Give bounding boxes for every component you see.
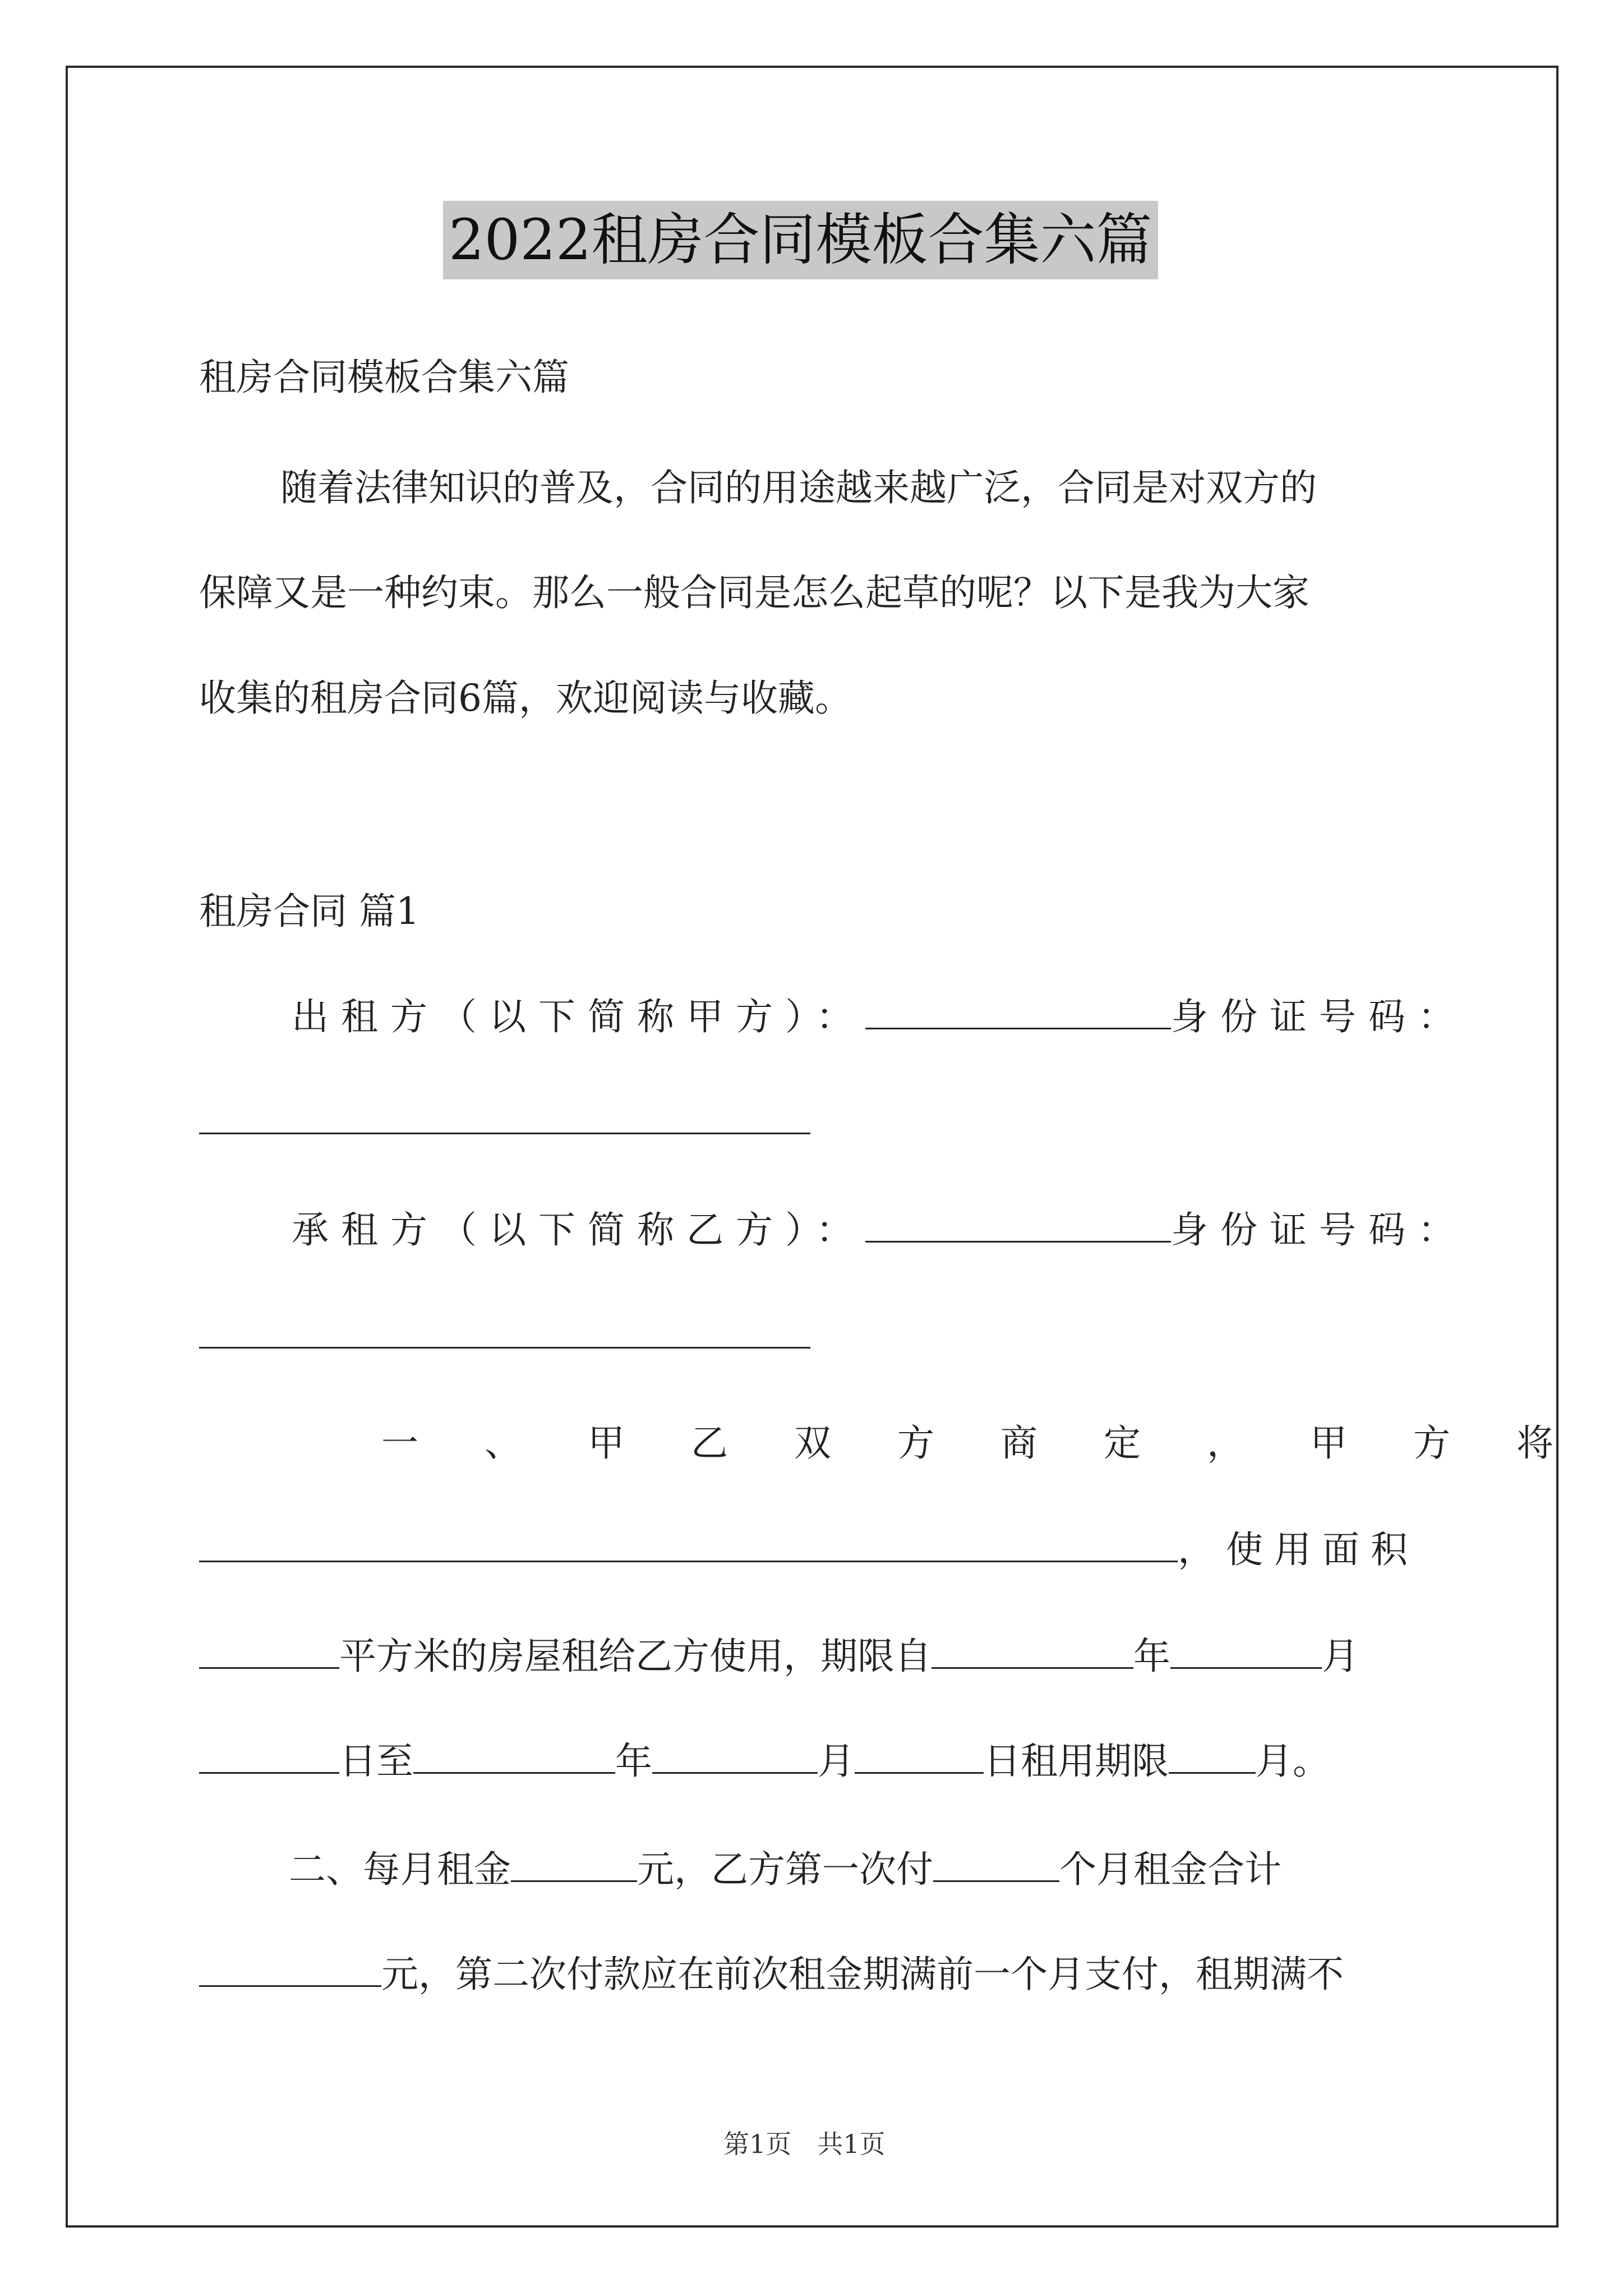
end-day-blank[interactable] <box>855 1737 984 1774</box>
clause1-line2 <box>199 1525 1419 1575</box>
lessee-line <box>292 1205 1467 1255</box>
second-payment-text: 元，第二次付款应在前次租金期满前一个月支付，租期满不 <box>381 1953 1344 1996</box>
lessor-label: 出租方（以下简称甲方）： <box>292 995 865 1038</box>
monthly-rent-blank[interactable] <box>511 1846 637 1882</box>
clause1-line4 <box>199 1736 1330 1787</box>
end-year-label: 年 <box>615 1740 652 1783</box>
lessee-name-blank[interactable] <box>865 1206 1171 1243</box>
usage-area-label: ，使用面积 <box>1178 1528 1419 1571</box>
first-payment-months-blank[interactable] <box>933 1846 1059 1882</box>
rent-total-blank[interactable] <box>199 1950 381 1987</box>
lessor-id-blank[interactable] <box>199 1098 810 1134</box>
lessor-id-line <box>199 1097 810 1147</box>
clause1-line1: 一、甲乙双方商定，甲方将 <box>381 1421 1620 1465</box>
start-month-label: 月 <box>1322 1635 1359 1678</box>
document-title: 2022租房合同模板合集六篇 <box>443 201 1158 279</box>
section-heading: 租房合同 篇1 <box>199 890 419 933</box>
end-year-blank[interactable] <box>413 1737 615 1774</box>
property-address-blank[interactable] <box>199 1526 1178 1562</box>
subtitle: 租房合同模板合集六篇 <box>199 356 569 399</box>
intro-line-3: 收集的租房合同6篇，欢迎阅读与收藏。 <box>199 677 852 720</box>
area-blank[interactable] <box>199 1632 339 1669</box>
intro-line-1: 随着法律知识的普及，合同的用途越来越广泛，合同是对双方的 <box>280 466 1317 509</box>
lessor-id-label: 身份证号码： <box>1171 995 1467 1038</box>
clause2-line2 <box>199 1949 1344 2000</box>
intro-line-2: 保障又是一种约束。那么一般合同是怎么起草的呢？以下是我为大家 <box>199 571 1310 614</box>
first-payment-label: 元，乙方第一次付 <box>637 1848 933 1891</box>
page-footer: 第1页 共1页 <box>723 2129 886 2159</box>
period-from-label: 平方米的房屋租给乙方使用，期限自 <box>339 1635 932 1678</box>
lessor-name-blank[interactable] <box>865 993 1171 1029</box>
rent-total-label: 个月租金合计 <box>1059 1848 1281 1891</box>
start-day-blank[interactable] <box>199 1737 339 1774</box>
term-months-label: 月。 <box>1256 1740 1330 1783</box>
lessee-label: 承租方（以下简称乙方）： <box>292 1208 865 1251</box>
clause2-line1 <box>289 1844 1281 1895</box>
end-month-blank[interactable] <box>652 1737 818 1774</box>
rental-term-label: 日租用期限 <box>984 1740 1169 1783</box>
lessee-id-blank[interactable] <box>199 1312 810 1349</box>
clause1-line3 <box>199 1631 1359 1682</box>
lessee-id-label: 身份证号码： <box>1171 1208 1467 1251</box>
lessee-id-line <box>199 1311 810 1361</box>
end-to-label: 日至 <box>339 1740 413 1783</box>
end-month-label: 月 <box>818 1740 855 1783</box>
start-year-blank[interactable] <box>932 1632 1133 1669</box>
term-months-blank[interactable] <box>1169 1737 1256 1774</box>
start-year-label: 年 <box>1133 1635 1170 1678</box>
start-month-blank[interactable] <box>1170 1632 1322 1669</box>
monthly-rent-label: 二、每月租金 <box>289 1848 511 1891</box>
lessor-line <box>292 992 1467 1042</box>
